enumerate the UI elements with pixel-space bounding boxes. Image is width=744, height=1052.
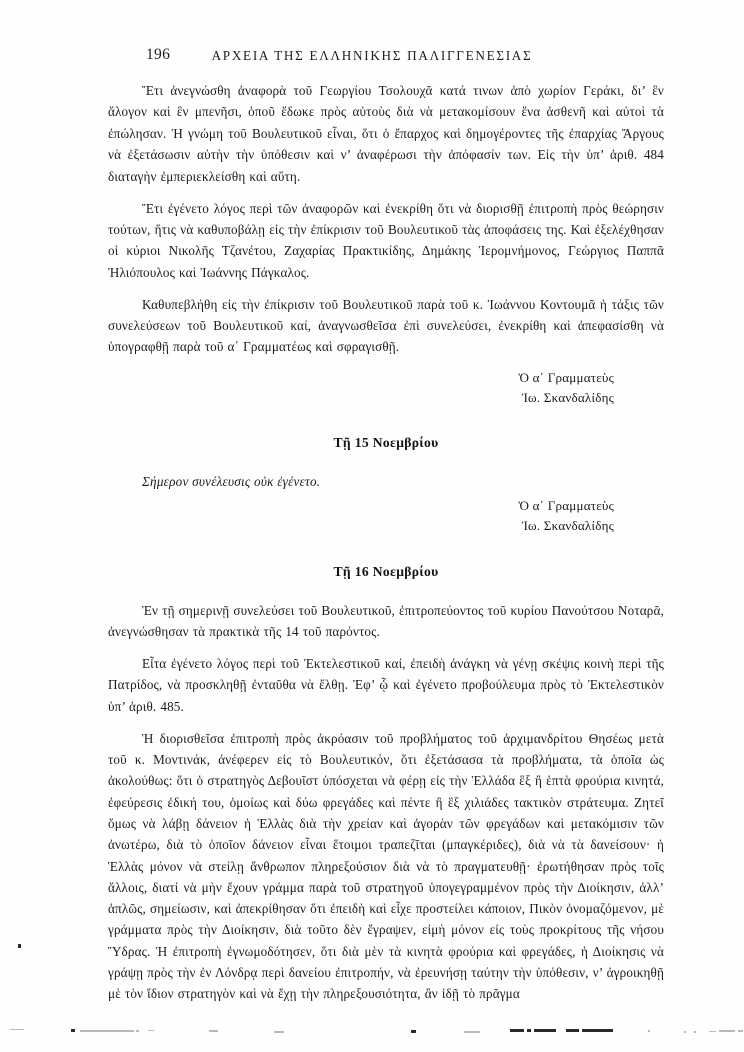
scan-streak — [71, 1029, 75, 1032]
scan-streak — [566, 1029, 579, 1032]
scan-speck — [18, 944, 21, 948]
scan-streak — [684, 1031, 686, 1033]
scan-streak — [411, 1030, 416, 1033]
scan-streak — [148, 1030, 154, 1031]
scan-streak — [709, 1031, 716, 1032]
paragraph-2: Ἔτι ἐγένετο λόγος περὶ τῶν ἀναφορῶν καὶ ἐνεκρίθη ὅτι νὰ διορισθῇ ἐπιτροπὴ πρὸς θεώρησιν τούτων, ἥτις νὰ καθυποβάλῃ εἰς τὴν ἐπίκρισιν τοῦ Βουλευτικοῦ τὰς ἀποφάσεις της. Καὶ ἐξελέχθησαν οἱ κύριοι Νικολῆς Τζανέτου, Ζαχαρίας Πρακτικίδης, Δημάκης Ἱερομνήμονος, Γεώργιος Παππᾶ Ἠλιόπουλος καὶ Ἰωάννης Πάγκαλος. — [108, 200, 664, 280]
scan-streak — [582, 1029, 613, 1032]
scan-streak — [534, 1029, 556, 1032]
paragraph-3: Καθυπεβλήθη εἰς τὴν ἐπίκρισιν τοῦ Βουλευτικοῦ παρὰ τοῦ κ. Ἰωάννου Κοντουμᾶ ἡ τάξις τῶν συνελεύσεων τοῦ Βουλευτικοῦ καί, ἀναγνωσθεῖσα ἐπὶ συνελεύσει, ἐνεκρίθη καὶ ἀπεφασίσθη νὰ ὑπογραφθῇ παρὰ τοῦ α΄ Γραμματέως καὶ σφραγισθῇ. — [108, 296, 664, 355]
signature-title: Ὁ α΄ Γραμματεὺς — [518, 369, 614, 385]
signature-title: Ὁ α΄ Γραμματεὺς — [518, 497, 614, 513]
paragraph-1: Ἔτι ἀνεγνώσθη ἀναφορὰ τοῦ Γεωργίου Τσολουχᾶ κατά τινων ἀπὸ χωρίον Γεράκι, δι’ ἓν ἄλογον καὶ ἓν μπενῆσι, ὁποῦ ἔδωκε πρὸς αὐτοὺς διὰ νὰ μετακομίσουν ἕνα ἀσθενῆ καὶ αὐτοὶ τὰ ἐπώλησαν. Ἡ γνώμη τοῦ Βουλευτικοῦ εἶναι, ὅτι ὁ ἔπαρχος καὶ δημογέροντες τῆς ἐπαρχίας Ἄργους νὰ ἐξετάσωσιν αὐτὴν τὴν ὑπόθεσιν καὶ ν’ ἀναφέρωσι τὴν ἀπόφασίν των. Εἰς τὴν ὑπ’ ἀριθ. 484 διαταγὴν ἐμπεριεκλείσθη καὶ αὕτη. — [108, 83, 664, 184]
date-heading-15-november: Τῇ 15 Νοεμβρίου — [333, 434, 439, 450]
signature-block-1 — [108, 368, 664, 409]
scan-streak — [10, 1029, 24, 1030]
scan-streak — [510, 1029, 524, 1032]
paragraph-5: Εἶτα ἐγένετο λόγος περὶ τοῦ Ἐκτελεστικοῦ καί, ἐπειδὴ ἀνάγκη νὰ γένῃ σκέψις κοινὴ περὶ τῆς Πατρίδος, νὰ προσκληθῇ ἐνταῦθα νὰ ἔλθῃ. Ἐφ’ ᾧ καὶ ἐγένετο προβούλευμα πρὸς τὸ Ἐκτελεστικὸν ὑπ’ ἀριθ. 485. — [108, 656, 664, 714]
paragraph-4: Ἐν τῇ σημερινῇ συνελεύσει τοῦ Βουλευτικοῦ, ἐπιτροπεύοντος τοῦ κυρίου Πανούτσου Νοταρᾶ, ἀνεγνώσθησαν τὰ πρακτικὰ τῆς 14 τοῦ παρόντος. — [108, 602, 664, 640]
scan-streak — [464, 1031, 480, 1033]
signature-block-2 — [108, 496, 664, 537]
scan-streak — [694, 1031, 696, 1033]
signature-name: Ἰω. Σκανδαλίδης — [521, 390, 614, 406]
text-column — [108, 80, 664, 1005]
no-session-note: Σήμερον συνέλευσις οὐκ ἐγένετο. — [142, 473, 321, 489]
scan-streak — [136, 1030, 139, 1032]
signature-name: Ἰω. Σκανδαλίδης — [521, 518, 614, 534]
paragraph-6: Ἡ διορισθεῖσα ἐπιτροπὴ πρὸς ἀκρόασιν τοῦ προβλήματος τοῦ ἀρχιμανδρίτου Θησέως μετὰ τοῦ κ. Μοντινάκ, ἀνέφερεν εἰς τὸ Βουλευτικόν, ὅτι ἐξετάσασα τὰ προβλήματα, τὰ ὁποῖα ὡς ἀκολούθως: ὅτι ὁ στρατηγὸς Δεβουῖστ ὑπόσχεται νὰ φέρῃ εἰς τὴν Ἑλλάδα ἓξ ἢ ἑπτὰ φρούρια κινητά, ἐφεύρεσις ἐδική του, ὁμοίως καὶ δύω φρεγάδες καὶ πέντε ἢ ἓξ χιλιάδες τακτικὸν στράτευμα. Ζητεῖ ὅμως νὰ λάβῃ δάνειον ἡ Ἑλλὰς διὰ τὴν χρείαν καὶ ἀγορὰν τῶν φρεγάδων καὶ μετακόμισιν τῶν ἀνωτέρω, διὰ τὸ ὁποῖον δάνειον εἶναι ἕτοιμοι τραπεζῖται (μπαγκέριδες), διὰ νὰ τὰ δανείσουν· ἡ Ἑλλὰς μόνον νὰ στείλῃ ἄνθρωπον πληρεξούσιον διὰ νὰ τὸ πραγματευθῇ· ἐρωτήθησαν πρὸς τοῖς ἄλλοις, διατί νὰ μὴν ἔχουν γράμμα παρὰ τοῦ στρατηγοῦ ὑπογεγραμμένον πρὸς τὴν Διοίκησιν, ἀλλ’ ἁπλῶς, σημείωσιν, καὶ ἀπεκρίθησαν ὅτι ἐπειδὴ καὶ εἶχε προστείλει κάποιον, Πικὸν ὀνομαζόμενον, μὲ γράμματα πρὸς τὴν Διοίκησιν, διὰ τοῦτο δὲν ἔγραψεν, εἰμὴ μόνον εἰς τοὺς προκρίτους τῆς νήσου Ὕδρας. Ἡ ἐπιτροπὴ ἐγνωμοδότησεν, ὅτι διὰ μὲν τὰ κινητὰ φρούρια καὶ φρεγάδες, ἡ Διοίκησις νὰ γράψῃ πρὸς τὴν ἐν Λόνδρᾳ περὶ δανείου ἐπιτροπήν, νὰ ἐρευνήσῃ ταύτην τὴν ὑπόθεσιν, ν’ ἀγροικηθῇ μὲ τὸν ἴδιον στρατηγὸν καὶ νὰ ἔχῃ τὴν πληρεξουσιότητα, ἂν ἰδῇ τὸ πρᾶγμα — [108, 730, 664, 1002]
scan-streak — [274, 1031, 284, 1033]
running-head — [0, 46, 744, 68]
scan-streak — [80, 1030, 134, 1032]
page-number: 196 — [146, 46, 171, 63]
scan-streak — [648, 1030, 650, 1032]
scan-streak — [209, 1030, 218, 1032]
scan-streak — [738, 1030, 743, 1032]
running-title: ΑΡΧΕΙΑ ΤΗΣ ΕΛΛΗΝΙΚΗΣ ΠΑΛΙΓΓΕΝΕΣΙΑΣ — [211, 48, 533, 63]
date-heading-16-november: Τῇ 16 Νοεμβρίου — [333, 563, 439, 579]
scan-streak — [527, 1029, 531, 1032]
scan-streak — [719, 1030, 735, 1032]
